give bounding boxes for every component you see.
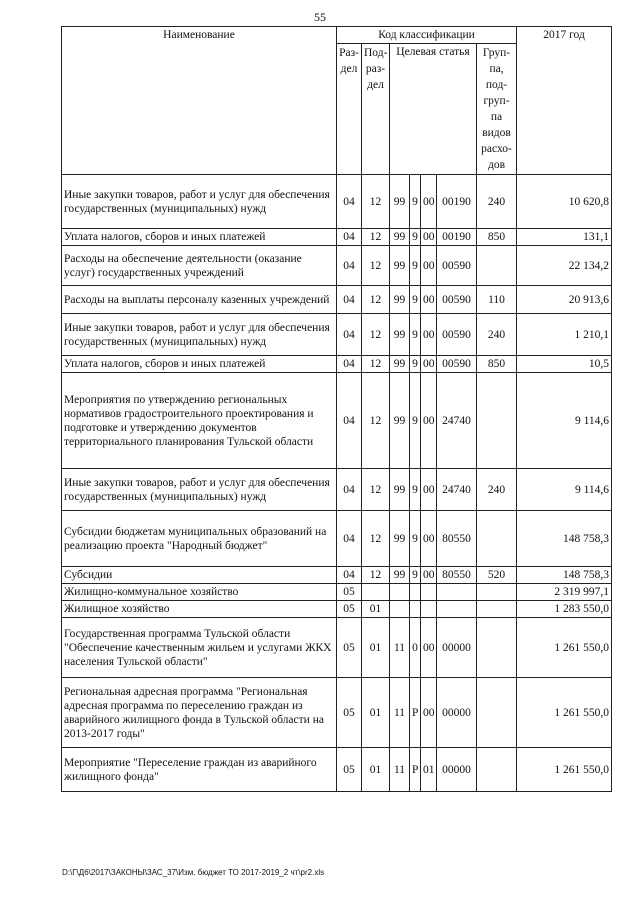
header-year: 2017 год [517,27,612,175]
cell-c2: 9 [410,373,421,469]
cell-name: Государственная программа Тульской области "Обеспечение качественным жильем и услугами ЖКХ населения Тульской области" [62,618,337,678]
cell-vr: 240 [477,175,517,229]
cell-vr: 240 [477,469,517,511]
table-row [62,175,612,229]
page-number: 55 [314,10,326,24]
cell-amount: 148 758,3 [517,567,612,584]
header-code-group: Код классификации [337,27,517,44]
cell-pr: 01 [362,678,390,748]
cell-pr: 12 [362,229,390,246]
cell-rz: 04 [337,286,362,314]
header-target: Целевая статья [390,44,477,175]
cell-c1: 99 [390,246,410,286]
cell-pr: 12 [362,511,390,567]
cell-name: Мероприятие "Переселение граждан из аварийного жилищного фонда" [62,748,337,792]
cell-name: Региональная адресная программа "Региональная адресная программа по переселению граждан из аварийного жилищного фонда в Тульской области на 2013-2017 годы" [62,678,337,748]
cell-c4: 00590 [437,356,477,373]
cell-name: Иные закупки товаров, работ и услуг для обеспечения государственных (муниципальных) нужд [62,175,337,229]
table-row [62,748,612,792]
cell-name: Субсидии бюджетам муниципальных образований на реализацию проекта "Народный бюджет" [62,511,337,567]
cell-c2: Р [410,748,421,792]
cell-vr: 240 [477,314,517,356]
cell-name: Субсидии [62,567,337,584]
cell-rz: 05 [337,601,362,618]
file-path-footer: D:\Г\Д6\2017\ЗАКОНЫ\ЗАС_37\Изм. бюджет ТО 2017-2019_2 чт\pr2.xls [62,868,325,877]
cell-c2: 9 [410,356,421,373]
cell-pr [362,584,390,601]
cell-vr [477,511,517,567]
cell-amount: 131,1 [517,229,612,246]
cell-name: Жилищное хозяйство [62,601,337,618]
cell-name: Уплата налогов, сборов и иных платежей [62,356,337,373]
cell-c4: 00000 [437,678,477,748]
table-row [62,678,612,748]
cell-c4: 00590 [437,286,477,314]
cell-amount: 9 114,6 [517,373,612,469]
cell-amount: 9 114,6 [517,469,612,511]
cell-c1: 99 [390,511,410,567]
cell-c2: 9 [410,567,421,584]
budget-table [61,26,612,792]
cell-c2: 9 [410,246,421,286]
table-row [62,229,612,246]
cell-amount: 22 134,2 [517,246,612,286]
cell-c3: 00 [421,175,437,229]
table-row [62,356,612,373]
cell-vr [477,584,517,601]
cell-amount: 2 319 997,1 [517,584,612,601]
table-row [62,601,612,618]
header-razdel: Раз- дел [339,47,359,75]
cell-c3: 00 [421,356,437,373]
cell-pr: 12 [362,175,390,229]
cell-c1: 99 [390,469,410,511]
cell-vr [477,246,517,286]
cell-c3 [421,601,437,618]
cell-c4 [437,584,477,601]
table-row [62,469,612,511]
cell-name: Жилищно-коммунальное хозяйство [62,584,337,601]
cell-rz: 05 [337,678,362,748]
cell-c1: 99 [390,314,410,356]
cell-c3: 00 [421,678,437,748]
cell-c3: 00 [421,567,437,584]
cell-name: Иные закупки товаров, работ и услуг для обеспечения государственных (муниципальных) нужд [62,469,337,511]
cell-vr [477,601,517,618]
cell-name: Расходы на обеспечение деятельности (оказание услуг) государственных учреждений [62,246,337,286]
cell-vr: 110 [477,286,517,314]
cell-pr: 12 [362,314,390,356]
cell-c1 [390,601,410,618]
table-row [62,373,612,469]
cell-c4: 80550 [437,567,477,584]
cell-c1: 99 [390,356,410,373]
cell-rz: 04 [337,373,362,469]
cell-c2: Р [410,678,421,748]
cell-c3: 00 [421,246,437,286]
cell-c1: 99 [390,567,410,584]
cell-rz: 04 [337,314,362,356]
cell-c4: 00190 [437,229,477,246]
cell-pr: 12 [362,469,390,511]
cell-c2: 9 [410,286,421,314]
cell-vr: 850 [477,229,517,246]
cell-c2: 9 [410,314,421,356]
cell-amount: 1 261 550,0 [517,678,612,748]
cell-c3: 00 [421,314,437,356]
cell-c1: 99 [390,175,410,229]
cell-c4 [437,601,477,618]
cell-c3 [421,584,437,601]
cell-name: Мероприятия по утверждению региональных нормативов градостроительного проектирования и подготовке и утверждению документов территориального планирования Тульской области [62,373,337,469]
cell-c3: 00 [421,469,437,511]
table-row [62,567,612,584]
cell-amount: 1 283 550,0 [517,601,612,618]
cell-c2 [410,584,421,601]
cell-vr [477,678,517,748]
cell-c4: 00590 [437,246,477,286]
cell-rz: 05 [337,748,362,792]
cell-rz: 04 [337,229,362,246]
cell-c3: 00 [421,229,437,246]
cell-c4: 00000 [437,618,477,678]
cell-amount: 148 758,3 [517,511,612,567]
cell-c2: 9 [410,469,421,511]
table-row [62,314,612,356]
cell-vr: 850 [477,356,517,373]
cell-c3: 00 [421,618,437,678]
cell-pr: 01 [362,601,390,618]
cell-c4: 00000 [437,748,477,792]
cell-rz: 04 [337,356,362,373]
table-row [62,618,612,678]
cell-c1 [390,584,410,601]
cell-amount: 1 261 550,0 [517,748,612,792]
cell-c4: 00590 [437,314,477,356]
cell-c2: 9 [410,229,421,246]
table-row [62,286,612,314]
cell-vr [477,748,517,792]
cell-vr [477,618,517,678]
cell-amount: 1 261 550,0 [517,618,612,678]
table-row [62,584,612,601]
cell-pr: 12 [362,246,390,286]
cell-pr: 12 [362,567,390,584]
cell-c3: 00 [421,286,437,314]
cell-rz: 04 [337,246,362,286]
cell-c3: 00 [421,511,437,567]
cell-c1: 11 [390,748,410,792]
cell-pr: 01 [362,748,390,792]
cell-c4: 00190 [437,175,477,229]
cell-amount: 10 620,8 [517,175,612,229]
cell-amount: 1 210,1 [517,314,612,356]
cell-c1: 99 [390,373,410,469]
cell-name: Иные закупки товаров, работ и услуг для обеспечения государственных (муниципальных) нужд [62,314,337,356]
cell-name: Расходы на выплаты персоналу казенных учреждений [62,286,337,314]
cell-pr: 12 [362,373,390,469]
cell-rz: 04 [337,511,362,567]
cell-name: Уплата налогов, сборов и иных платежей [62,229,337,246]
cell-rz: 05 [337,618,362,678]
cell-c2: 0 [410,618,421,678]
table-row [62,511,612,567]
cell-c1: 99 [390,229,410,246]
cell-vr [477,373,517,469]
cell-pr: 12 [362,356,390,373]
cell-rz: 04 [337,175,362,229]
cell-c4: 24740 [437,373,477,469]
cell-c1: 11 [390,678,410,748]
cell-c4: 24740 [437,469,477,511]
cell-c3: 01 [421,748,437,792]
cell-rz: 04 [337,567,362,584]
header-podrazdel: Под- раз- дел [364,47,388,91]
cell-c3: 00 [421,373,437,469]
cell-vr: 520 [477,567,517,584]
cell-pr: 01 [362,618,390,678]
cell-pr: 12 [362,286,390,314]
cell-amount: 20 913,6 [517,286,612,314]
table-row [62,246,612,286]
cell-c1: 99 [390,286,410,314]
cell-c2: 9 [410,175,421,229]
cell-rz: 04 [337,469,362,511]
cell-c4: 80550 [437,511,477,567]
cell-c2 [410,601,421,618]
cell-c2: 9 [410,511,421,567]
cell-amount: 10,5 [517,356,612,373]
header-name: Наименование [62,27,337,175]
header-vid: Груп- па, под- груп- па видов расхо- дов [481,47,512,171]
cell-rz: 05 [337,584,362,601]
cell-c1: 11 [390,618,410,678]
